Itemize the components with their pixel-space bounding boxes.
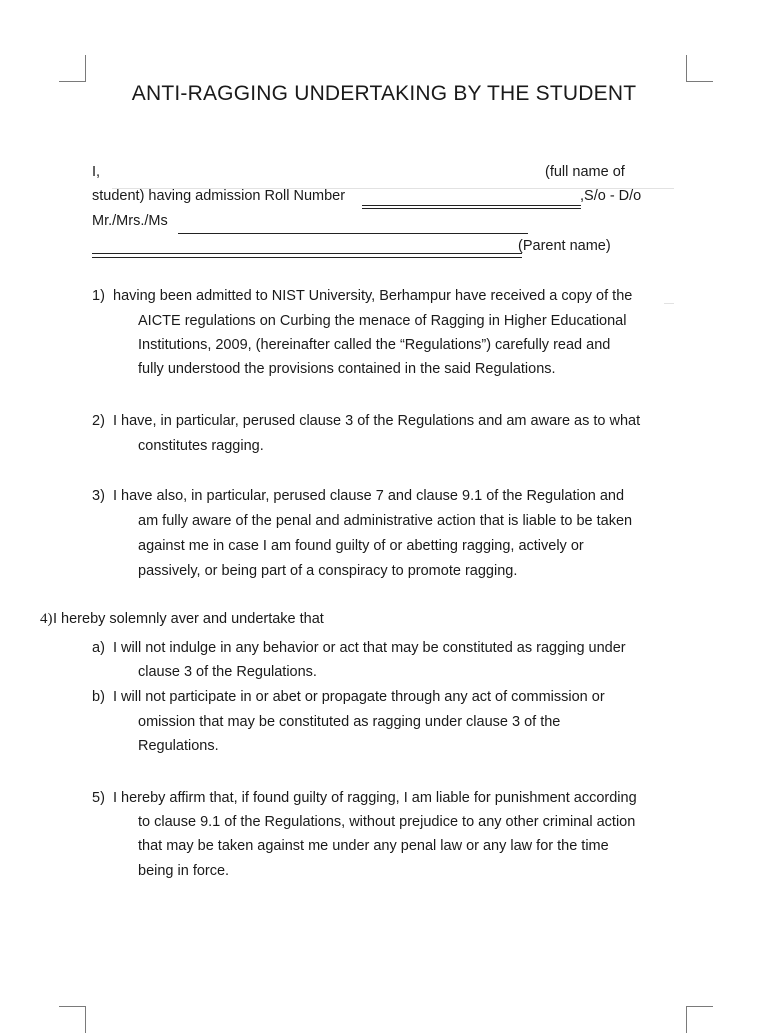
clause-4-heading: I hereby solemnly aver and undertake that	[53, 611, 324, 627]
parent-name-field[interactable]	[92, 253, 522, 254]
roll-number-field[interactable]	[362, 205, 581, 206]
clause-3-line-4: passively, or being part of a conspiracy to promote ragging.	[138, 563, 518, 579]
clause-1-line-3: Institutions, 2009, (hereinafter called the “Regulations”) carefully read and	[138, 337, 611, 353]
roll-number-field-double	[362, 208, 581, 209]
mr-mrs-ms-label: Mr./Mrs./Ms	[92, 213, 168, 229]
clause-4b-line-2: omission that may be constituted as ragging under clause 3 of the	[138, 714, 561, 730]
clause-5-line-4: being in force.	[138, 863, 230, 879]
crop-mark-top-right	[686, 55, 713, 82]
clause-1-text: having been admitted to NIST University, Berhampur have received a copy of the	[113, 288, 633, 304]
crop-mark-top-left	[59, 55, 86, 82]
so-do-label: ,S/o - D/o	[580, 188, 642, 204]
i-label: I,	[92, 164, 101, 180]
clause-4b-text: I will not participate in or abet or propagate through any act of commission or	[113, 689, 605, 705]
clause-3-line-2: am fully aware of the penal and administrative action that is liable to be taken	[138, 513, 633, 529]
clause-5-text: I hereby affirm that, if found guilty of ragging, I am liable for punishment according	[113, 790, 637, 806]
clause-2-text: I have, in particular, perused clause 3 of the Regulations and am aware as to what	[113, 413, 641, 429]
clause-4a-line-2: clause 3 of the Regulations.	[138, 664, 317, 680]
clause-5-line-3: that may be taken against me under any penal law or any law for the time	[138, 838, 609, 854]
clause-4a-text: I will not indulge in any behavior or act that may be constituted as ragging under	[113, 640, 626, 656]
clause-3-line-3: against me in case I am found guilty of or abetting ragging, actively or	[138, 538, 584, 554]
full-name-label: (full name of	[545, 164, 625, 180]
parent-name-field-double	[92, 257, 522, 258]
clause-4a-marker: a)	[92, 640, 105, 656]
clause-5-marker: 5)	[92, 790, 105, 806]
clause-1-line-4: fully understood the provisions contained in the said Regulations.	[138, 361, 556, 377]
crop-mark-bottom-left	[59, 1006, 86, 1033]
parent-name-label: (Parent name)	[518, 238, 611, 254]
clause-5-line-2: to clause 9.1 of the Regulations, without prejudice to any other criminal action	[138, 814, 636, 830]
roll-label: student) having admission Roll Number	[92, 188, 346, 204]
clause-4b-marker: b)	[92, 689, 105, 705]
page-title: ANTI-RAGGING UNDERTAKING BY THE STUDENT	[131, 82, 637, 105]
guardian-name-field[interactable]	[178, 233, 528, 234]
crop-mark-bottom-right	[686, 1006, 713, 1033]
clause-3-marker: 3)	[92, 488, 105, 504]
clause-4-marker: 4)	[40, 611, 53, 627]
clause-2-line-2: constitutes ragging.	[138, 438, 264, 454]
clause-1-mark	[664, 303, 674, 304]
clause-1-line-2: AICTE regulations on Curbing the menace of Ragging in Higher Educational	[138, 313, 627, 329]
clause-4b-line-3: Regulations.	[138, 738, 219, 754]
clause-2-marker: 2)	[92, 413, 105, 429]
clause-1-marker: 1)	[92, 288, 105, 304]
clause-3-text: I have also, in particular, perused clause 7 and clause 9.1 of the Regulation and	[113, 488, 625, 504]
